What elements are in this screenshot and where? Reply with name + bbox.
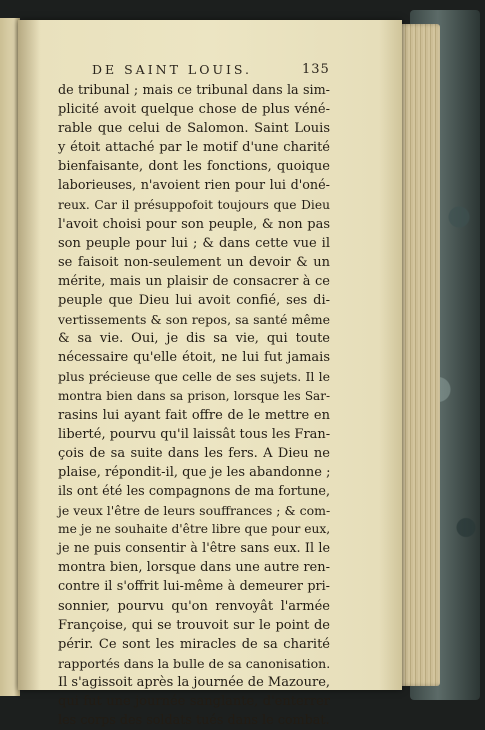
text-line: mérite, mais un plaisir de consacrer à ce <box>58 273 330 289</box>
text-line: çois de sa suite dans les fers. A Dieu ne <box>58 445 330 461</box>
running-head: DE SAINT LOUIS. <box>92 62 253 77</box>
text-line: se faisoit non-seulement un devoir & un <box>58 254 330 270</box>
text-line: me je ne souhaite d'être libre que pour eux, <box>58 522 331 537</box>
body-text <box>58 81 330 730</box>
text-line: montra bien dans sa prison, lorsque les Sar- <box>58 388 330 403</box>
text-line: sonnier, pourvu qu'on renvoyât l'armée <box>58 598 330 614</box>
text-line: vertissements & son repos, sa santé même <box>58 312 330 328</box>
text-line: son peuple pour lui ; & dans cette vue il <box>58 235 330 251</box>
page-block-edges <box>398 24 440 686</box>
text-line: peuple que Dieu lui avoit confié, ses di- <box>58 293 330 309</box>
text-line: plicité avoit quelque chose de plus véné- <box>58 102 330 118</box>
text-line: nécessaire qu'elle étoit, ne lui fut jamais <box>58 350 330 366</box>
page-number: 135 <box>302 62 330 77</box>
text-line: de tribunal ; mais ce tribunal dans la sim- <box>58 83 330 98</box>
text-line: & sa vie. Oui, je dis sa vie, qui toute <box>58 331 330 347</box>
book-page <box>18 20 402 729</box>
text-line: l'avoit choisi pour son peuple, & non pas <box>58 216 330 232</box>
left-page-edge <box>0 18 20 696</box>
text-line: plus précieuse que celle de ses sujets. Il le <box>58 369 330 385</box>
text-line: rasins lui ayant fait offre de le mettre en <box>58 407 330 423</box>
text-line: Françoise, qui se trouvoit sur le point de <box>58 617 330 633</box>
text-line: qui fut une journée sanglante, d'enterrer <box>58 694 330 709</box>
text-line: y étoit attaché par le motif d'une charité <box>58 140 330 156</box>
text-line: je ne puis consentir à l'être sans eux. Il le <box>58 541 330 557</box>
text-line: je veux l'être de leurs souffrances ; & com- <box>58 503 331 519</box>
text-line: montra bien, lorsque dans une autre ren- <box>58 560 330 576</box>
text-line: rapportés dans la bulle de sa canonisation. <box>58 655 331 671</box>
text-line: ils ont été les compagnons de ma fortune, <box>58 483 330 499</box>
text-line: plaise, répondit-il, que je les abandonne ; <box>58 464 331 480</box>
text-line: reux. Car il présuppofoit toujours que Dieu <box>58 197 330 212</box>
text-line: rable que celui de Salomon. Saint Louis <box>58 121 330 137</box>
text-line: les corps des soldats tués dans le combat. <box>58 713 330 729</box>
text-line: liberté, pourvu qu'il laissât tous les Fran- <box>58 426 331 442</box>
text-line: laborieuses, n'avoient rien pour lui d'oné- <box>58 178 330 194</box>
text-line: Il s'agissoit après la journée de Mazoure, <box>58 674 331 690</box>
text-line: bienfaisante, dont les fonctions, quoique <box>58 159 330 175</box>
gutter-shadow <box>18 20 40 690</box>
text-line: périr. Ce sont les miracles de sa charité <box>58 636 330 652</box>
text-line: contre il s'offrit lui-même à demeurer pri- <box>58 579 330 595</box>
